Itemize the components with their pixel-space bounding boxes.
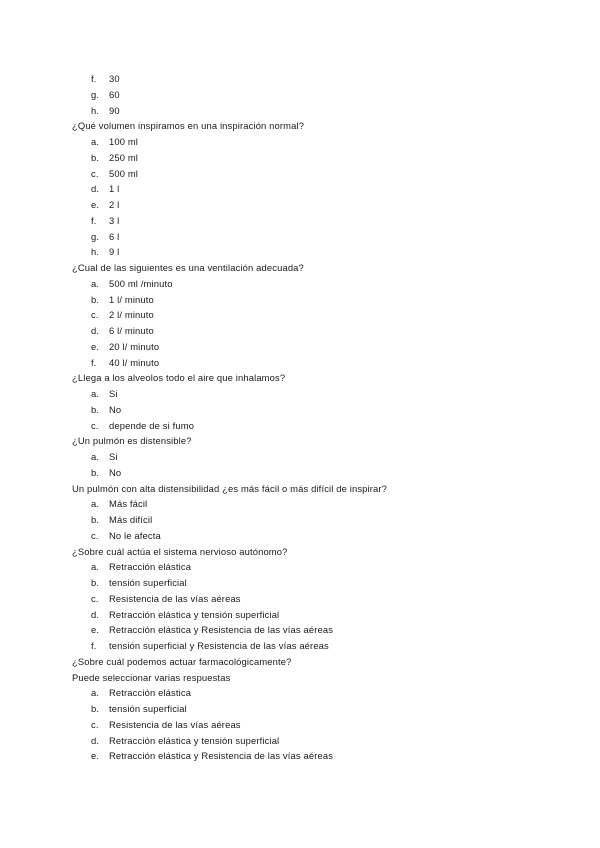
option-text: 1 l/ minuto [109,293,154,305]
option-text: depende de si fumo [109,419,195,431]
answer-option [0,638,600,654]
answer-option [0,748,600,764]
option-letter: d. [91,734,100,746]
option-text: Si [109,388,118,399]
answer-option [0,465,600,481]
question-text: ¿Qué volumen inspiramos en una inspiración normal? [72,120,305,132]
answer-option [0,418,600,434]
option-text: Más difícil [109,514,153,525]
option-letter: c. [91,419,99,431]
option-text: 250 ml [109,151,139,163]
option-letter: g. [91,230,100,242]
answer-option [0,733,600,749]
option-letter: a. [91,451,100,462]
option-text: Retracción elástica [109,687,192,699]
option-letter: a. [91,388,100,399]
option-text: 1 l [109,183,120,195]
option-letter: g. [91,88,100,100]
option-letter: a. [91,498,100,510]
option-letter: e. [91,624,100,636]
option-letter: a. [91,277,100,289]
option-letter: b. [91,703,100,714]
option-text: Resistencia de las vías aéreas [109,718,241,730]
option-text: 9 l [109,246,120,258]
option-letter: d. [91,183,100,195]
question-text: ¿Un pulmón es distensible? [72,435,192,447]
option-letter: c. [91,309,99,321]
option-letter: a. [91,561,100,573]
option-text: No [109,466,122,478]
option-letter: c. [91,592,99,604]
answer-option [0,244,600,260]
option-letter: h. [91,104,100,116]
answer-option [0,87,600,103]
answer-option [0,591,600,607]
option-letter: c. [91,167,99,179]
answer-option [0,607,600,623]
option-letter: a. [91,136,100,147]
option-text: 20 l/ minuto [109,340,160,352]
answer-option [0,181,600,197]
answer-option [0,197,600,213]
option-text: Retracción elástica y Resistencia de las vías aéreas [109,624,334,636]
option-letter: d. [91,608,100,620]
question-text: Un pulmón con alta distensibilidad ¿es más fácil o más difícil de inspirar? [72,482,388,494]
option-text: 40 l/ minuto [109,356,160,368]
option-letter: f. [91,640,97,651]
answer-option [0,701,600,717]
answer-option [0,355,600,371]
option-text: tensión superficial y Resistencia de las vías aéreas [109,640,329,651]
option-text: 500 ml [109,167,139,179]
option-text: 6 l/ minuto [109,325,154,336]
document-page [0,71,600,764]
answer-option [0,323,600,339]
answer-option [0,528,600,544]
answer-option [0,229,600,245]
option-letter: e. [91,340,100,352]
question-text: Puede seleccionar varias respuestas [72,671,231,683]
answer-option [0,292,600,308]
option-letter: b. [91,403,100,415]
question-text: ¿Cual de las siguientes es una ventilación adecuada? [72,262,304,273]
option-text: 2 l [109,199,120,210]
option-text: tensión superficial [109,703,187,714]
option-text: Retracción elástica y Resistencia de las vías aéreas [109,750,334,762]
option-text: 6 l [109,230,120,242]
answer-option [0,150,600,166]
option-letter: e. [91,199,100,210]
option-text: Retracción elástica [109,561,192,573]
answer-option [0,386,600,402]
question-text: ¿Sobre cuál actúa el sistema nervioso autónomo? [72,545,288,557]
answer-option [0,622,600,638]
option-letter: c. [91,718,99,730]
option-text: Retracción elástica y tensión superficial [109,608,280,620]
option-text: Más fácil [109,498,148,510]
option-letter: e. [91,750,100,762]
option-letter: f. [91,214,97,226]
answer-option [0,307,600,323]
option-text: 60 [109,88,120,100]
option-letter: h. [91,246,100,258]
answer-option [0,103,600,119]
answer-option [0,685,600,701]
question-text: ¿Llega a los alveolos todo el aire que inhalamos? [72,372,286,384]
option-letter: d. [91,325,100,336]
option-text: No [109,403,122,415]
option-letter: c. [91,529,99,541]
option-letter: b. [91,466,100,478]
option-text: Si [109,451,118,462]
answer-option [0,402,600,418]
option-text: 2 l/ minuto [109,309,154,321]
answer-option [0,71,600,87]
answer-option [0,276,600,292]
option-letter: b. [91,151,100,163]
option-letter: b. [91,293,100,305]
option-text: Retracción elástica y tensión superficial [109,734,280,746]
option-letter: b. [91,514,100,525]
answer-option [0,717,600,733]
option-text: 100 ml [109,136,139,147]
option-letter: f. [91,356,97,368]
answer-option [0,559,600,575]
answer-option [0,166,600,182]
option-letter: f. [91,73,97,84]
option-text: 3 l [109,214,120,226]
option-text: tensión superficial [109,577,187,588]
option-text: 30 [109,73,120,84]
answer-option [0,213,600,229]
option-letter: b. [91,577,100,588]
option-letter: a. [91,687,100,699]
answer-option [0,496,600,512]
option-text: 90 [109,104,120,116]
answer-option [0,575,600,591]
option-text: Resistencia de las vías aéreas [109,592,241,604]
answer-option [0,134,600,150]
option-text: 500 ml /minuto [109,277,173,289]
answer-option [0,339,600,355]
option-text: No le afecta [109,529,161,541]
answer-option [0,512,600,528]
question-text: ¿Sobre cuál podemos actuar farmacológicamente? [72,655,292,667]
answer-option [0,449,600,465]
